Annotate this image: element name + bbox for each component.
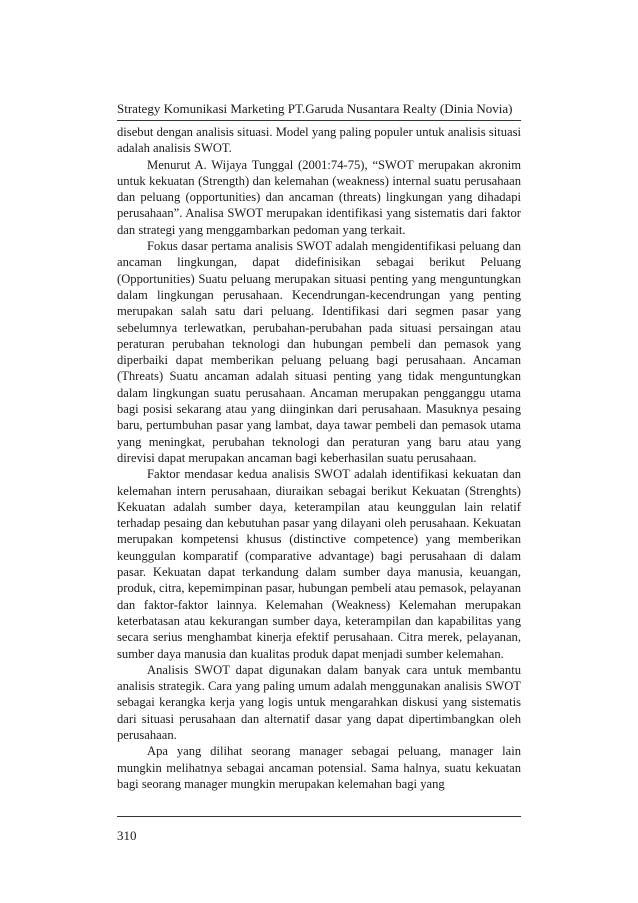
paragraph: disebut dengan analisis situasi. Model yang paling populer untuk analisis situasi adalah analisis SWOT. — [117, 125, 521, 156]
paragraph: Menurut A. Wijaya Tunggal (2001:74-75), “SWOT merupakan akronim untuk kekuatan (Strength) dan kelemahan (weakness) internal suatu perusahaan dan peluang (opportunities) dan ancaman (threats) lingkungan yang dihadapi perusahaan”. Analisa SWOT merupakan identifikasi yang sistematis dari faktor dan strategi yang menggambarkan pedoman yang terkait. — [117, 157, 521, 237]
footer-rule — [117, 816, 521, 817]
page-number: 310 — [117, 828, 137, 843]
running-header: Strategy Komunikasi Marketing PT.Garuda Nusantara Realty (Dinia Novia) — [117, 101, 513, 116]
header-rule — [117, 120, 521, 121]
paragraph: Apa yang dilihat seorang manager sebagai peluang, manager lain mungkin melihatnya sebagai ancaman potensial. Sama halnya, suatu kekuatan bagi seorang manager mungkin merupakan kelemahan bagi yang — [117, 744, 521, 791]
paragraph: Fokus dasar pertama analisis SWOT adalah mengidentifikasi peluang dan ancaman lingkungan, dapat didefinisikan sebagai berikut Peluang (Opportunities) Suatu peluang merupakan situasi penting yang menguntungkan dalam lingkungan perusahaan. Kecendrungan-kecendrungan yang penting merupakan salah satu dari peluang. Identifikasi dari segmen pasar yang sebelumnya terlewatkan, perubahan-perubahan pada situasi persaingan atau peraturan perubahan teknologi dan hubungan pembeli dan pemasok yang diperbaiki dapat memberikan peluang peluang bagi perusahaan. Ancaman (Threats) Suatu ancaman adalah situasi penting yang tidak menguntungkan dalam lingkungan suatu perusahaan. Ancaman merupakan pengganggu utama bagi posisi sekarang atau yang diinginkan dari perusahaan. Masuknya pesaing baru, pertumbuhan pasar yang lambat, daya tawar pembeli dan pemasok utama yang meningkat, perubahan teknologi dan peraturan yang baru atau yang direvisi dapat merupakan ancaman bagi keberhasilan suatu perusahaan. — [117, 239, 521, 465]
body-text — [117, 124, 521, 792]
paragraph: Analisis SWOT dapat digunakan dalam banyak cara untuk membantu analisis strategik. Cara yang paling umum adalah menggunakan analisis SWOT sebagai kerangka kerja yang logis untuk mengarahkan diskusi yang sistematis dari situasi perusahaan dan alternatif dasar yang dapat dipertimbangkan oleh perusahaan. — [117, 662, 521, 742]
paragraph: Faktor mendasar kedua analisis SWOT adalah identifikasi kekuatan dan kelemahan intern perusahaan, diuraikan sebagai berikut Kekuatan (Strenghts) Kekuatan adalah sumber daya, keterampilan atau keunggulan lain relatif terhadap pesaing dan kebutuhan pasar yang dilayani oleh perusahaan. Kekuatan merupakan kompetensi khusus (distinctive competence) yang memberikan keunggulan komparatif (comparative advantage) bagi perusahaan di dalam pasar. Kekuatan dapat terkandung dalam sumber daya manusia, keuangan, produk, citra, kepemimpinan pasar, hubungan pembeli atau pemasok, pelayanan dan faktor-faktor lainnya. Kelemahan (Weakness) Kelemahan merupakan keterbatasan atau kekurangan sumber daya, keterampilan dan kapabilitas yang secara serius menghambat kinerja efektif perusahaan. Citra merek, pelayanan, sumber daya manusia dan kualitas produk dapat menjadi sumber kelemahan. — [117, 467, 521, 661]
